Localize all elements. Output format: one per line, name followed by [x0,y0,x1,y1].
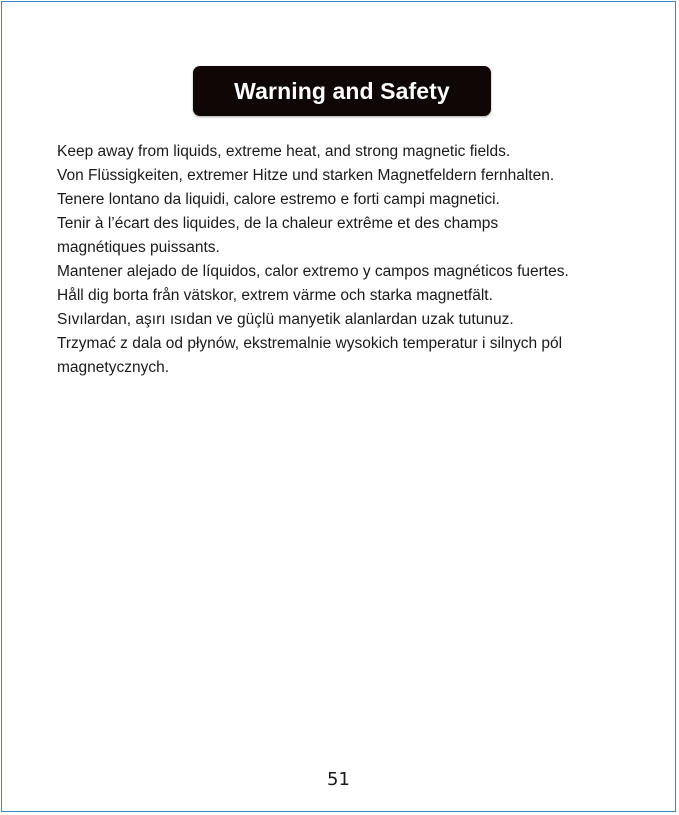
safety-line-turkish: Sıvılardan, aşırı ısıdan ve güçlü manyetik alanlardan uzak tutunuz. [57,311,514,328]
safety-line-spanish: Mantener alejado de líquidos, calor extremo y campos magnéticos fuertes. [57,263,569,280]
safety-line-italian: Tenere lontano da liquidi, calore estremo e forti campi magnetici. [57,191,500,208]
section-title-banner [193,66,491,116]
manual-page [1,1,676,812]
safety-text-block [57,140,637,380]
safety-line-polish-continued: magnetycznych. [57,359,169,376]
safety-line-swedish: Håll dig borta från vätskor, extrem värme och starka magnetfält. [57,287,493,304]
safety-line-german: Von Flüssigkeiten, extremer Hitze und starken Magnetfeldern fernhalten. [57,167,555,184]
section-title: Warning and Safety [234,77,450,104]
page-number: 51 [327,769,350,790]
safety-line-english: Keep away from liquids, extreme heat, and strong magnetic fields. [57,143,511,160]
safety-line-french: Tenir à l’écart des liquides, de la chaleur extrême et des champs [57,215,499,232]
safety-line-french-continued: magnétiques puissants. [57,239,220,256]
safety-line-polish: Trzymać z dala od płynów, ekstremalnie wysokich temperatur i silnych pól [57,335,563,352]
